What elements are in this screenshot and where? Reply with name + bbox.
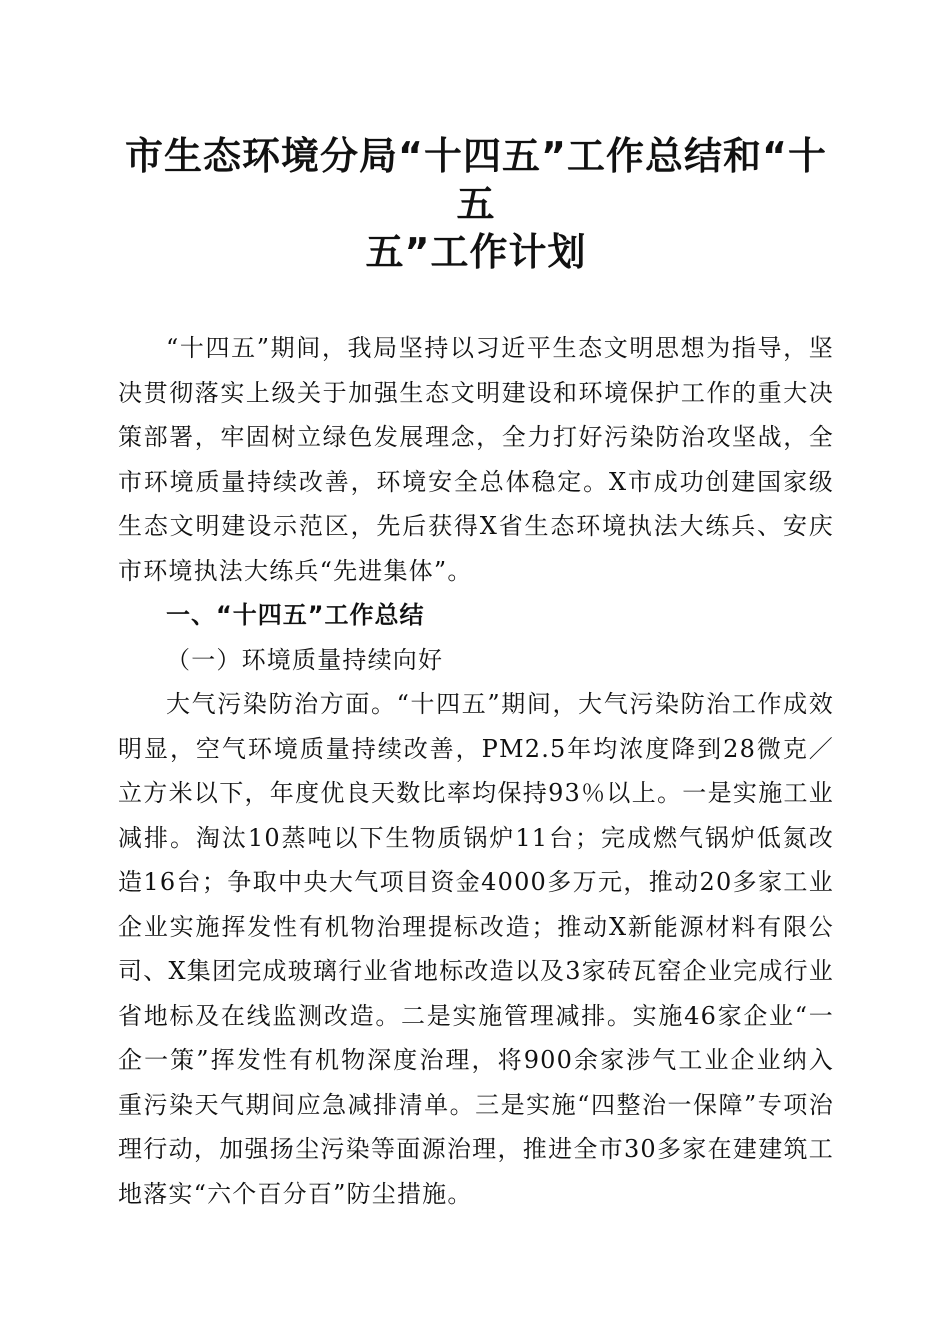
document-title-line-1: 市生态环境分局“十四五”工作总结和“十五 xyxy=(125,134,827,226)
intro-paragraph: “十四五”期间，我局坚持以习近平生态文明思想为指导，坚决贯彻落实上级关于加强生态文明建设和环境保护工作的重大决策部署，牢固树立绿色发展理念，全力打好污染防治攻坚战，全市环境质量持续改善，环境安全总体稳定。X市成功创建国家级生态文明建设示范区，先后获得X省生态环境执法大练兵、安庆市环境执法大练兵“先进集体”。 xyxy=(118,334,834,585)
air-pollution-paragraph: 大气污染防治方面。“十四五”期间，大气污染防治工作成效明显，空气环境质量持续改善，PM2.5年均浓度降到28微克／立方米以下，年度优良天数比率均保持93％以上。一是实施工业减排。淘汰10蒸吨以下生物质锅炉11台；完成燃气锅炉低氮改造16台；争取中央大气项目资金4000多万元，推动20多家工业企业实施挥发性有机物治理提标改造；推动X新能源材料有限公司、X集团完成玻璃行业省地标改造以及3家砖瓦窑企业完成行业省地标及在线监测改造。二是实施管理减排。实施46家企业“一企一策”挥发性有机物深度治理，将900余家涉气工业企业纳入重污染天气期间应急减排清单。三是实施“四整治一保障”专项治理行动，加强扬尘污染等面源治理，推进全市30多家在建建筑工地落实“六个百分百”防尘措施。 xyxy=(118,690,834,1208)
document-title-line-2: 五”工作计划 xyxy=(365,230,587,274)
subsection-heading-environment-quality: （一）环境质量持续向好 xyxy=(166,645,444,674)
document-body xyxy=(118,326,834,1216)
section-heading-work-summary: 一、“十四五”工作总结 xyxy=(166,601,425,629)
document-page xyxy=(118,132,834,1216)
document-title xyxy=(118,132,834,276)
